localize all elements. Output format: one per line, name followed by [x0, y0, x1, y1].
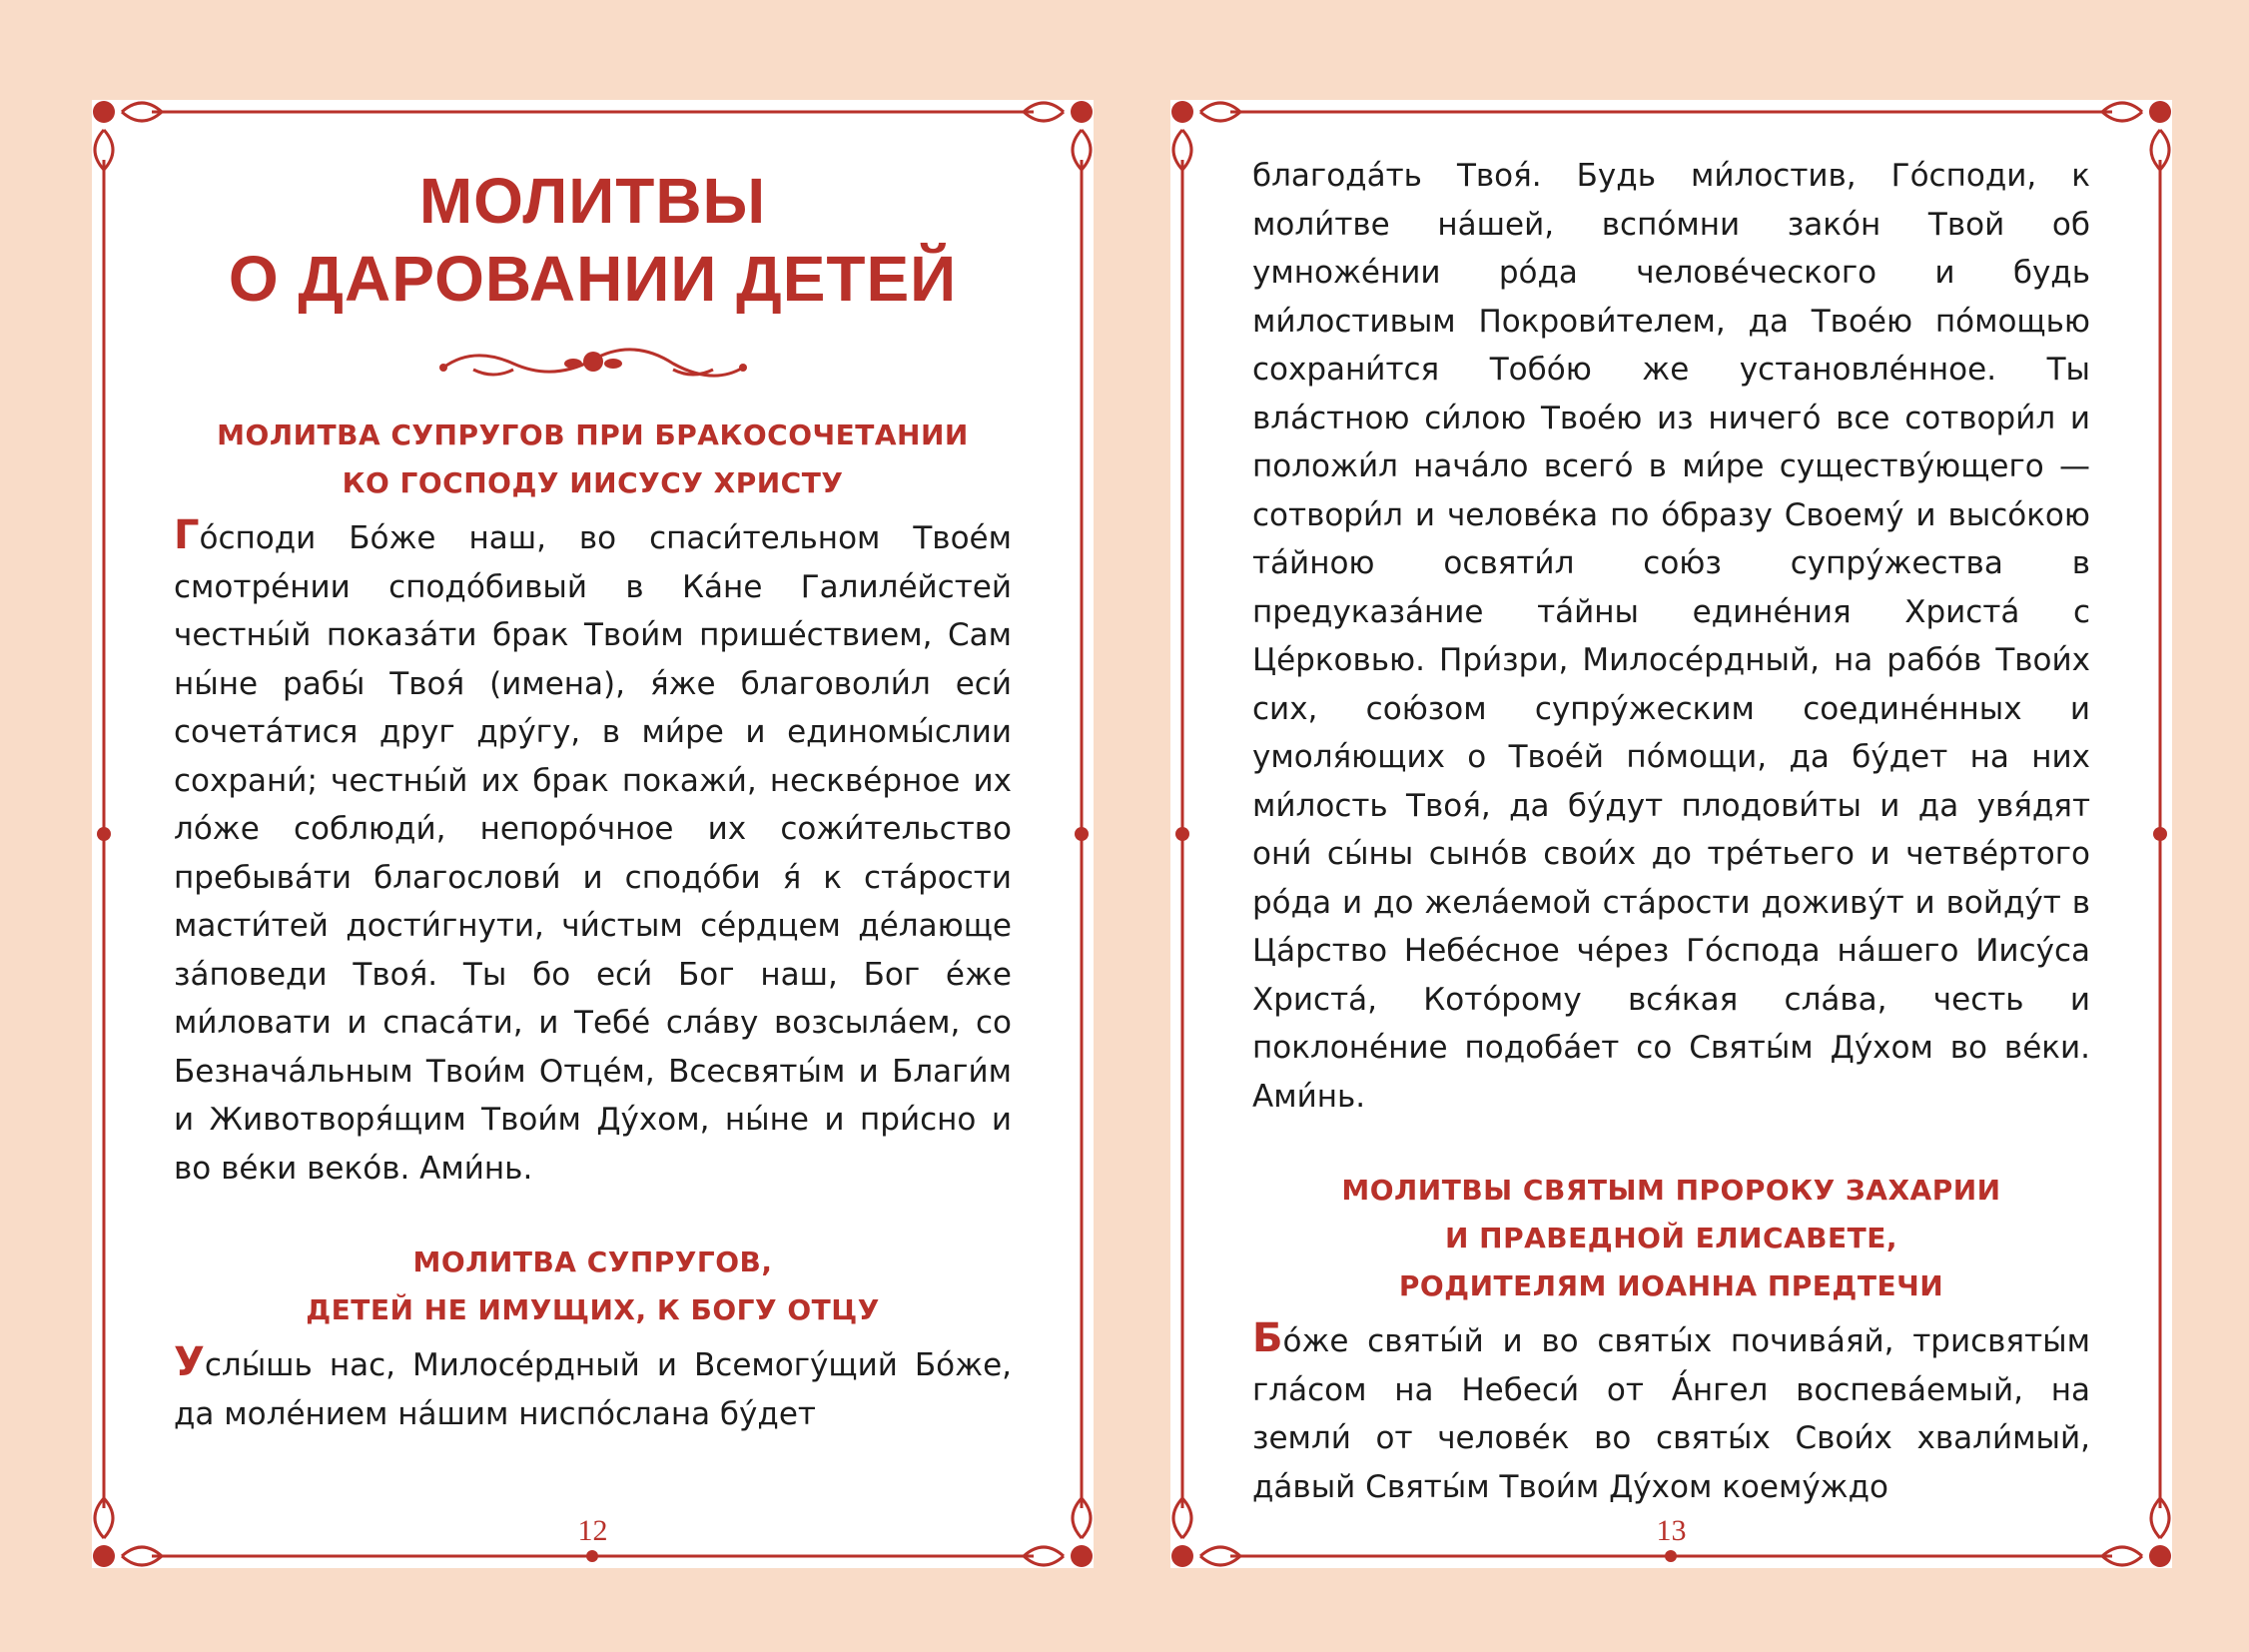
left-page-content: [174, 162, 1012, 1468]
prayer-text: Го́споди Бо́же наш, во спаси́тельном Твое́м смотре́нии сподо́бивый в Ка́не Галиле́йстей честны́й показа́ти брак Твои́м прише́ствием, Сам ны́не рабы́ Твоя́ (имена), я́же благоволи́л еси́ сочета́тися друг дру́гу, в ми́ре и единомы́слии сохрани́; честны́й их брак покажи́, нескве́рное их ло́же соблюди́, непоро́чное их сожи́тельство пребыва́ти благослови́ и сподо́би я́ к ста́рости масти́тей дости́гнути, чи́стым се́рдцем де́лающе за́поведи Твоя́. Ты бо еси́ Бог наш, Бог е́же ми́ловати и спаса́ти, и Тебе́ сла́ву возсыла́ем, со Безнача́льным Твои́м Отце́м, Всесвяты́м и Благи́м и Животворя́щим Твои́м Ду́хом, ны́не и при́сно и во ве́ки веко́в. Ами́нь.: [174, 512, 1012, 1187]
section-heading: МОЛИТВЫ СВЯТЫМ ПРОРОКУ ЗАХАРИИ И ПРАВЕДНОЙ ЕЛИСАВЕТЕ, РОДИТЕЛЯМ ИОАННА ПРЕДТЕЧИ: [1341, 1174, 2001, 1302]
right-page-content: [1252, 152, 2090, 1505]
chapter-title: [174, 162, 1012, 318]
drop-cap: Г: [174, 512, 200, 558]
page-number: 12: [577, 1514, 608, 1547]
prayer-text: Бо́же святы́й и во святы́х почива́яй, трисвяты́м гла́сом на Небеси́ от А́нгел воспева́емый, на земли́ от челове́к во святы́х Свои́х хвали́мый, да́вый Святы́м Твои́м Ду́хом коему́ждо: [1252, 1315, 2090, 1505]
left-page: [92, 100, 1094, 1568]
page-number: 13: [1656, 1514, 1687, 1547]
chapter-title-line2: О ДАРОВАНИИ ДЕТЕЙ: [228, 243, 958, 315]
prayer-text: Услы́шь нас, Милосе́рдный и Всемогу́щий Бо́же, да моле́нием на́шим ниспо́слана бу́дет: [174, 1339, 1012, 1432]
drop-cap: У: [174, 1339, 205, 1385]
drop-cap: Б: [1252, 1315, 1283, 1361]
section-heading: МОЛИТВА СУПРУГОВ, ДЕТЕЙ НЕ ИМУЩИХ, К БОГУ ОТЦУ: [306, 1245, 880, 1326]
right-page: [1170, 100, 2172, 1568]
floral-divider-icon: [433, 340, 753, 388]
chapter-title-line1: МОЛИТВЫ: [418, 165, 767, 237]
section-heading: МОЛИТВА СУПРУГОВ ПРИ БРАКОСОЧЕТАНИИ КО ГОСПОДУ ИИСУСУ ХРИСТУ: [217, 418, 969, 499]
prayer-text: благода́ть Твоя́. Будь ми́лостив, Го́споди, к моли́тве на́шей, вспо́мни зако́н Твой об умноже́нии ро́да челове́ческого и будь ми́лостивым Покрови́телем, да Твое́ю по́мощью сохрани́тся Тобо́ю же установле́нное. Ты вла́стною си́лою Твое́ю из ничего́ все сотвори́л и положи́л нача́ло всего́ в ми́ре существу́ющего — сотвори́л и челове́ка по о́бразу Своему́ и высо́кою та́йною освяти́л сою́з супру́жества в предуказа́ние та́йны едине́ния Христа́ с Це́рковью. При́зри, Милосе́рдный, на рабо́в Твои́х сих, сою́зом супру́жеским соедине́нных и умоля́ющих о Твое́й по́мощи, да бу́дет на них ми́лость Твоя́, да бу́дут плодови́ты и да увя́дят они́ сы́ны сыно́в свои́х до тре́тьего и четве́ртого ро́да и до жела́емой ста́рости доживу́т и войду́т в Ца́рство Небе́сное че́рез Го́спода на́шего Иису́са Христа́, Кото́рому вся́кая сла́ва, честь и поклоне́ние подоба́ет со Святы́м Ду́хом во ве́ки. Ами́нь.: [1252, 158, 2090, 1115]
